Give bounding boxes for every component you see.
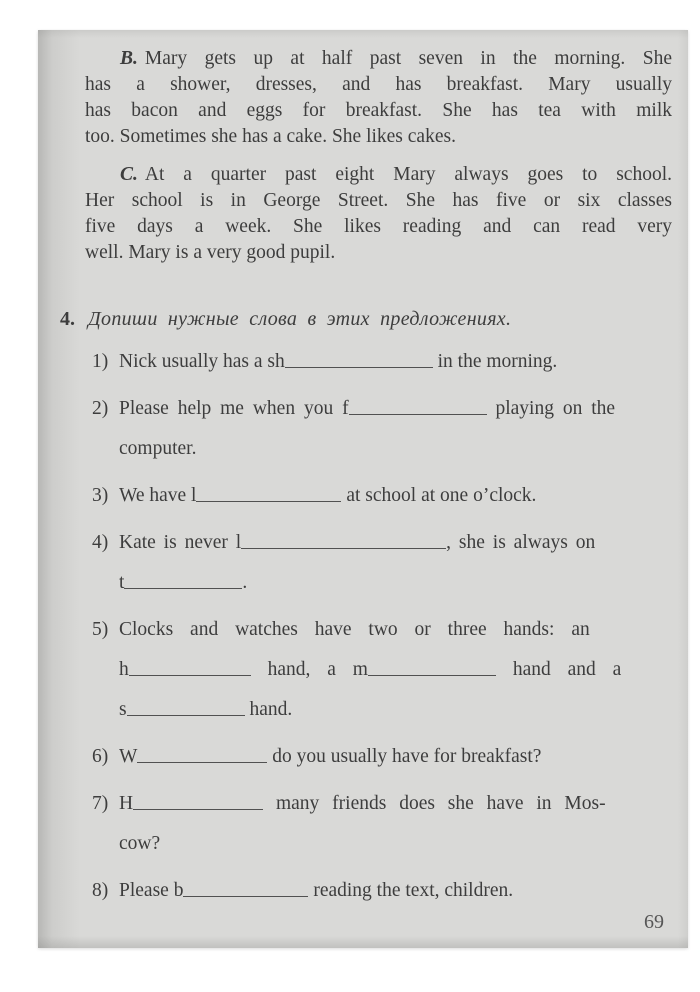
paragraph-line <box>85 46 672 72</box>
item-number: 1) <box>92 351 109 372</box>
item-text: in the morning. <box>432 351 558 372</box>
item-number: 8) <box>92 880 109 901</box>
paragraph-line: too. Sometimes she has a cake. She likes cakes. <box>85 126 456 147</box>
exercise-item <box>92 342 672 382</box>
item-line <box>119 342 672 382</box>
item-number: 4) <box>92 532 109 553</box>
paragraph-text: Mary gets up at half past seven in the morning. She <box>144 48 672 69</box>
item-text: t <box>119 572 125 593</box>
paragraph-c <box>85 162 672 266</box>
item-number: 2) <box>92 398 109 419</box>
item-text: H <box>119 793 134 814</box>
item-text: Nick usually has a sh <box>119 351 285 372</box>
fill-in-blank <box>133 805 263 810</box>
item-text: hand. <box>244 699 293 720</box>
paragraph-line: well. Mary is a very good pupil. <box>85 242 336 263</box>
paragraph-text: At a quarter past eight Mary always goes to school. <box>144 164 672 185</box>
item-text: cow? <box>119 833 161 854</box>
exercise-item <box>92 610 672 730</box>
exercise-items <box>92 342 672 911</box>
item-text: s <box>119 699 127 720</box>
item-text: hand and a <box>495 659 622 680</box>
item-text: computer. <box>119 438 197 459</box>
item-line <box>119 476 672 516</box>
paragraph-label: B. <box>120 48 138 69</box>
exercise-item <box>92 389 672 469</box>
exercise-number: 4. <box>60 308 75 330</box>
item-number: 3) <box>92 485 109 506</box>
fill-in-blank <box>183 892 308 897</box>
item-line <box>119 784 672 824</box>
fill-in-blank <box>241 544 446 549</box>
exercise-item <box>92 476 672 516</box>
item-text: many friends does she have in Mos- <box>263 793 606 814</box>
item-line <box>119 824 672 864</box>
fill-in-blank <box>196 497 341 502</box>
item-text: W <box>119 746 138 767</box>
item-number: 5) <box>92 619 109 640</box>
item-text: Kate is never l <box>119 532 242 553</box>
exercise-item <box>92 871 672 911</box>
fill-in-blank <box>137 758 267 763</box>
paragraph-label: C. <box>120 164 138 185</box>
paragraph-line <box>85 162 672 188</box>
item-line <box>119 389 672 429</box>
paragraph-b <box>85 46 672 150</box>
item-line <box>119 610 672 650</box>
item-number: 7) <box>92 793 109 814</box>
fill-in-blank <box>127 711 245 716</box>
fill-in-blank <box>285 363 433 368</box>
exercise-item <box>92 784 672 864</box>
scanned-book-page <box>38 30 688 948</box>
fill-in-blank <box>124 584 242 589</box>
exercise-heading <box>60 306 672 332</box>
item-text: hand, a m <box>250 659 368 680</box>
item-text: We have l <box>119 485 197 506</box>
item-line <box>119 523 672 563</box>
paragraph-line: Her school is in George Street. She has five or six classes <box>85 190 672 211</box>
paragraph-line: has bacon and eggs for breakfast. She has tea with milk <box>85 100 672 121</box>
paragraph-line: five days a week. She likes reading and can read very <box>85 216 672 237</box>
item-text: at school at one o’clock. <box>341 485 537 506</box>
item-line <box>119 690 672 730</box>
item-line <box>119 871 672 911</box>
paragraph-line: has a shower, dresses, and has breakfast. Mary usually <box>85 74 672 95</box>
exercise-item <box>92 523 672 603</box>
item-text: , she is always on <box>446 532 596 553</box>
exercise-instruction: Допиши нужные слова в этих предложениях. <box>88 308 512 330</box>
item-number: 6) <box>92 746 109 767</box>
item-text: Please b <box>119 880 184 901</box>
fill-in-blank <box>349 410 487 415</box>
item-text: playing on the <box>486 398 616 419</box>
item-text: Please help me when you f <box>119 398 349 419</box>
item-text: . <box>242 572 248 593</box>
fill-in-blank <box>368 671 496 676</box>
item-line <box>119 563 672 603</box>
item-text: Clocks and watches have two or three hands: an <box>119 619 590 640</box>
item-line <box>119 737 672 777</box>
item-line <box>119 429 672 469</box>
item-line <box>119 650 672 690</box>
item-text: do you usually have for breakfast? <box>267 746 542 767</box>
item-text: reading the text, children. <box>308 880 514 901</box>
page-number: 69 <box>644 911 664 933</box>
fill-in-blank <box>129 671 251 676</box>
item-text: h <box>119 659 129 680</box>
exercise-item <box>92 737 672 777</box>
